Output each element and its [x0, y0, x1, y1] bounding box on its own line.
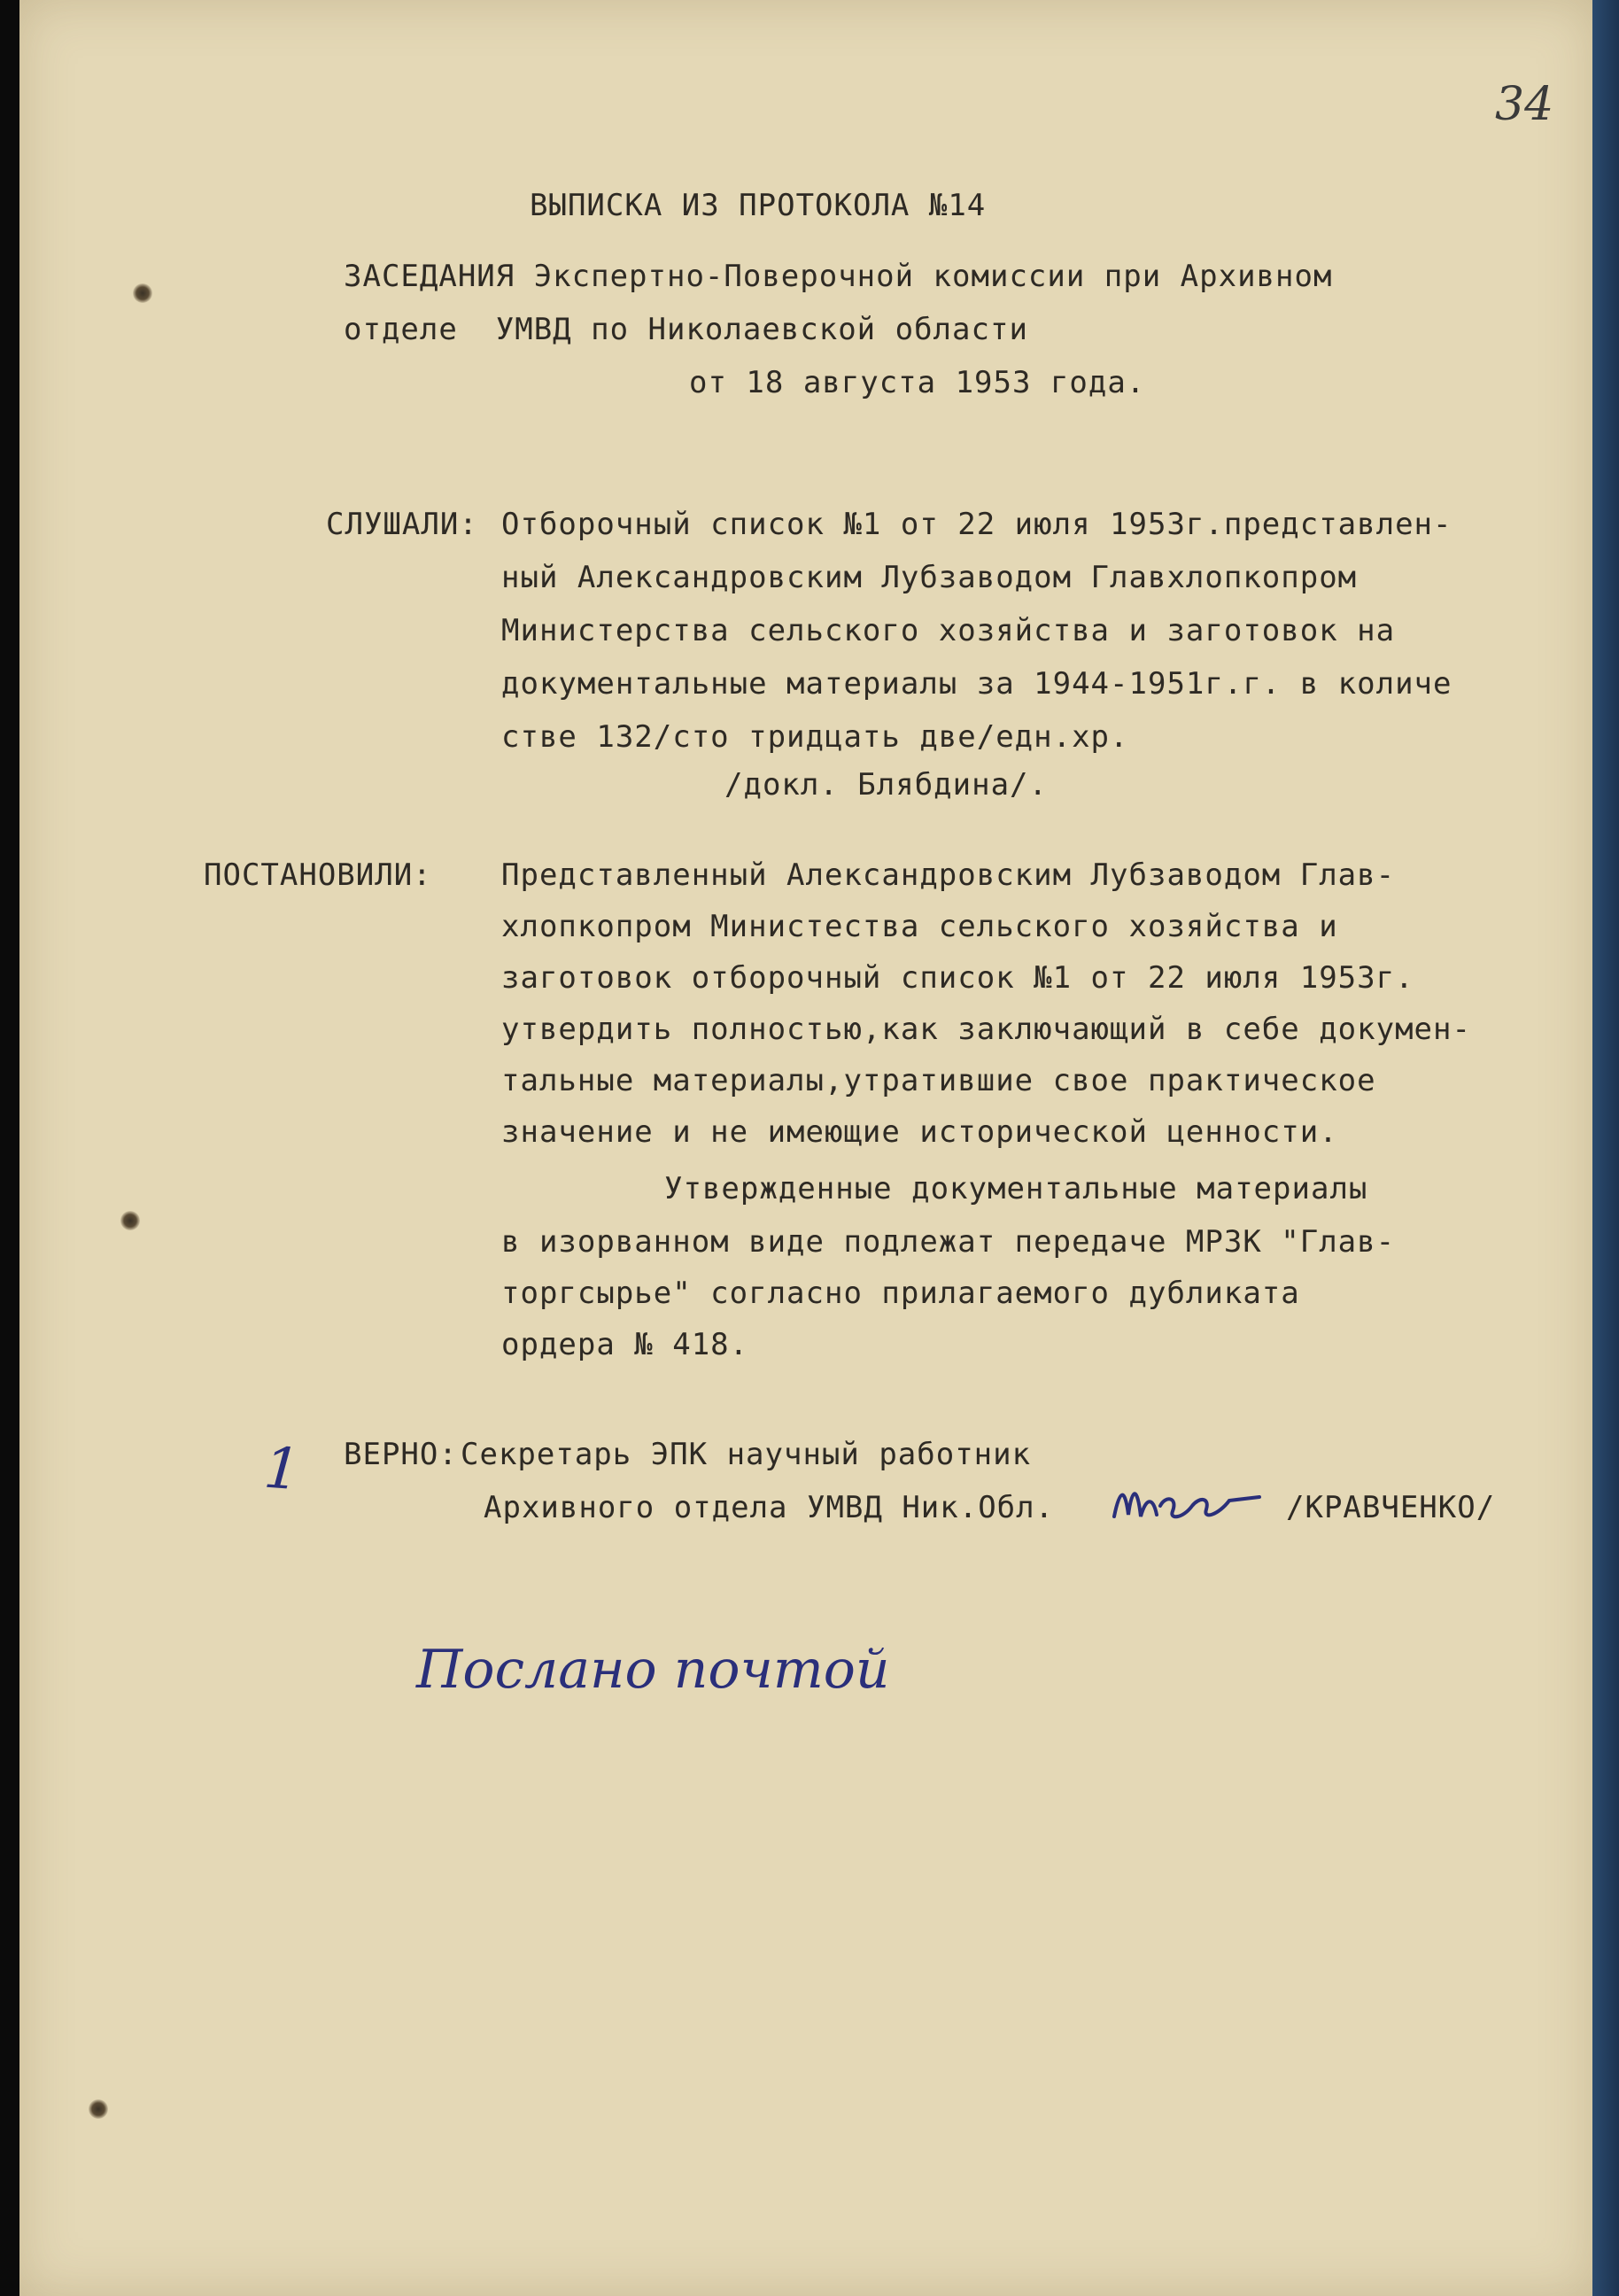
postanovili-line: заготовок отборочный список №1 от 22 июля 1953г.: [501, 960, 1414, 996]
postanovili-para2-line: Утвержденные документальные материалы: [664, 1171, 1368, 1206]
slushali-line: ный Александровским Лубзаводом Главхлопкопром: [501, 560, 1358, 595]
page-number: 34: [1495, 78, 1554, 131]
postanovili-line: хлопкопром Министества сельского хозяйства и: [501, 909, 1338, 944]
postanovili-label: ПОСТАНОВИЛИ:: [204, 857, 432, 893]
heading-line: ЗАСЕДАНИЯ Экспертно-Поверочной комиссии при Архивном: [344, 259, 1333, 294]
slushali-line: Отборочный список №1 от 22 июля 1953г.представлен-: [501, 507, 1452, 542]
postanovili-para2-line: торгсырье" согласно прилагаемого дубликата: [501, 1276, 1300, 1311]
punch-hole: [120, 1211, 140, 1230]
verno-line: Секретарь ЭПК научный работник: [461, 1437, 1032, 1472]
adjacent-page-edge: [1592, 0, 1619, 2296]
slushali-speaker: /докл. Блябдина/.: [724, 767, 1048, 803]
postanovili-line: тальные материалы,утратившие свое практическое: [501, 1063, 1376, 1098]
margin-mark: 1: [261, 1435, 303, 1504]
slushali-line: стве 132/сто тридцать две/едн.хр.: [501, 719, 1129, 755]
signature: [1107, 1470, 1267, 1532]
heading-date: от 18 августа 1953 года.: [689, 365, 1146, 400]
heading-line: отделе УМВД по Николаевской области: [344, 312, 1028, 347]
signatory-name: /КРАВЧЕНКО/: [1286, 1490, 1496, 1525]
punch-hole: [89, 2099, 108, 2119]
handwritten-note: Послано почтой: [416, 1639, 890, 1701]
postanovili-para2-line: в изорванном виде подлежат передаче МРЗК "Глав-: [501, 1224, 1396, 1260]
postanovili-para2-line: ордера № 418.: [501, 1327, 749, 1362]
postanovili-line: Представленный Александровским Лубзаводом Глав-: [501, 857, 1396, 893]
slushali-label: СЛУШАЛИ:: [326, 507, 478, 542]
postanovili-line: утвердить полностью,как заключающий в себе докумен-: [501, 1012, 1471, 1047]
punch-hole: [133, 283, 152, 303]
slushali-line: Министерства сельского хозяйства и заготовок на: [501, 613, 1396, 648]
document-title: ВЫПИСКА ИЗ ПРОТОКОЛА №14: [530, 188, 987, 223]
verno-label: ВЕРНО:: [344, 1437, 458, 1472]
verno-line: Архивного отдела УМВД Ник.Обл.: [484, 1490, 1055, 1525]
postanovili-line: значение и не имеющие исторической ценности.: [501, 1114, 1338, 1150]
slushali-line: документальные материалы за 1944-1951г.г. в количе: [501, 666, 1452, 702]
